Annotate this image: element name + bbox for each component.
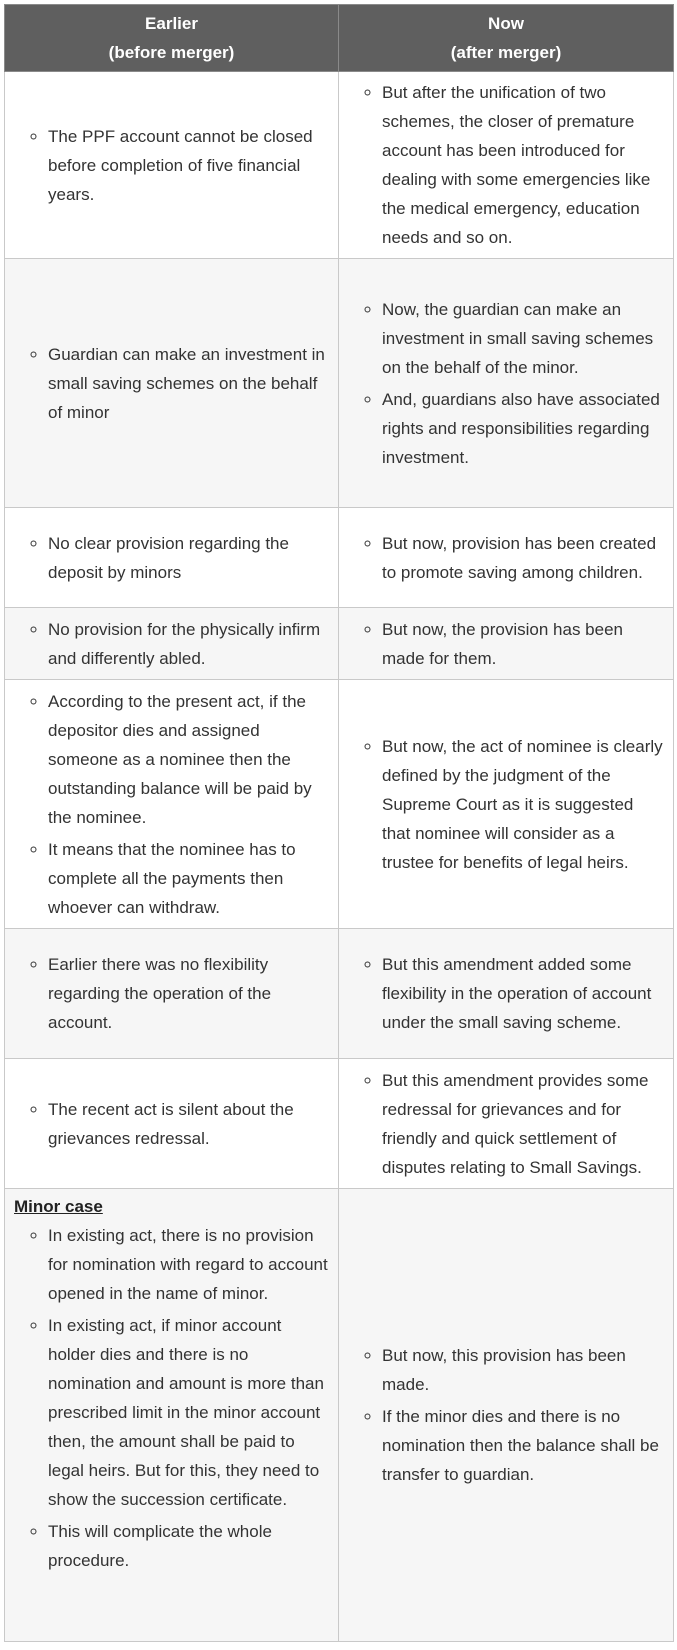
table-header-row [5,5,674,72]
minor-case-title: Minor case [14,1197,103,1216]
list-item: ◦ It means that the nominee has to complete all the payments then whoever can withdraw. [48,835,329,922]
table-row [5,680,674,929]
list-item: ◦ The PPF account cannot be closed before completion of five financial years. [48,122,329,209]
now-cell [339,680,674,929]
now-cell [339,929,674,1059]
list-item: ◦ Guardian can make an investment in small saving schemes on the behalf of minor [48,340,329,427]
now-cell [339,1059,674,1189]
list-item: ◦ No provision for the physically infirm and differently abled. [48,615,329,673]
earlier-cell [5,1059,339,1189]
list-item: ◦ If the minor dies and there is no nomination then the balance shall be transfer to guardian. [382,1402,664,1489]
now-cell [339,508,674,608]
list-item: ◦ But now, provision has been created to promote saving among children. [382,529,664,587]
table-row [5,608,674,680]
table-row [5,1059,674,1189]
list-item: ◦ But now, the provision has been made for them. [382,615,664,673]
list-item: ◦ In existing act, there is no provision for nomination with regard to account opened in the name of minor. [48,1221,329,1308]
table-row [5,1189,674,1642]
header-earlier [5,5,339,72]
list-item: ◦ But this amendment added some flexibility in the operation of account under the small saving scheme. [382,950,664,1037]
list-item: ◦ The recent act is silent about the grievances redressal. [48,1095,329,1153]
now-cell [339,608,674,680]
now-cell [339,1189,674,1642]
earlier-cell [5,680,339,929]
now-cell [339,259,674,508]
list-item: ◦ But after the unification of two schemes, the closer of premature account has been introduced for dealing with some emergencies like the medical emergency, education needs and so on. [382,78,664,252]
table-row [5,508,674,608]
earlier-cell [5,929,339,1059]
header-now-line2: (after merger) [450,43,562,62]
list-item: ◦ But this amendment provides some redressal for grievances and for friendly and quick settlement of disputes relating to Small Savings. [382,1066,664,1182]
table-row [5,929,674,1059]
list-item: ◦ And, guardians also have associated rights and responsibilities regarding investment. [382,385,664,472]
now-cell [339,72,674,259]
list-item: ◦ But now, the act of nominee is clearly defined by the judgment of the Supreme Court as it is suggested that nominee will consider as a trustee for benefits of legal heirs. [382,732,664,877]
earlier-cell [5,608,339,680]
comparison-table [4,4,674,1642]
header-now-line1: Now [488,14,524,33]
earlier-cell [5,508,339,608]
list-item: ◦ No clear provision regarding the deposit by minors [48,529,329,587]
earlier-cell [5,259,339,508]
header-now [339,5,674,72]
header-earlier-line2: (before merger) [108,43,235,62]
list-item: ◦ But now, this provision has been made. [382,1341,664,1399]
list-item: ◦ Now, the guardian can make an investment in small saving schemes on the behalf of the minor. [382,295,664,382]
list-item: ◦ In existing act, if minor account holder dies and there is no nomination and amount is more than prescribed limit in the minor account then, the amount shall be paid to legal heirs. But for this, they need to show the succession certificate. [48,1311,329,1514]
earlier-cell [5,1189,339,1642]
header-earlier-line1: Earlier [145,14,198,33]
table-row [5,259,674,508]
list-item: ◦ This will complicate the whole procedure. [48,1517,329,1575]
list-item: ◦ According to the present act, if the depositor dies and assigned someone as a nominee then the outstanding balance will be paid by the nominee. [48,687,329,832]
earlier-cell [5,72,339,259]
list-item: ◦ Earlier there was no flexibility regarding the operation of the account. [48,950,329,1037]
table-row [5,72,674,259]
